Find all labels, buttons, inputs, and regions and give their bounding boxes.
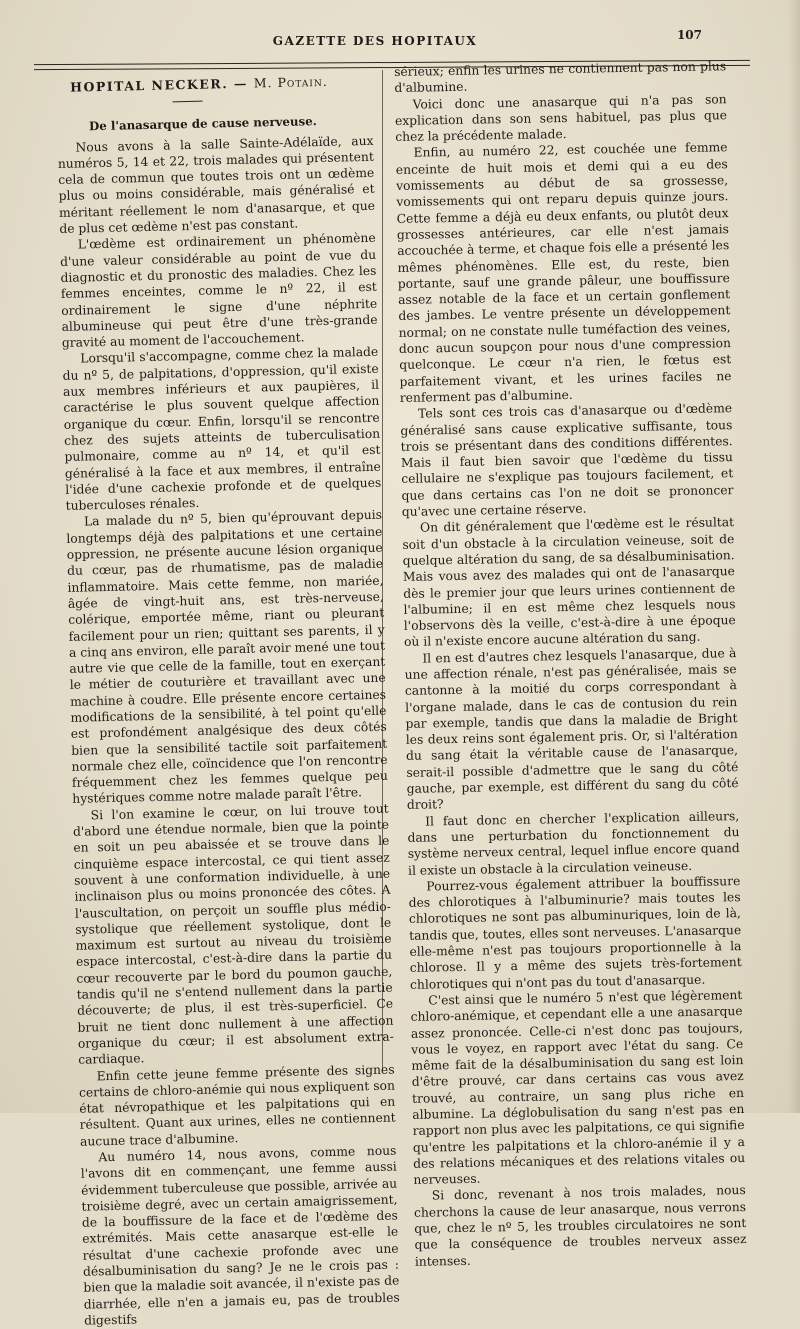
paragraph: Enfin, au numéro 22, est couchée une femme enceinte de huit mois et demi qui a eu des vomissements au début de sa grossesse, vomissements qui ont reparu depuis quinze jours. Cette femme a déjà eu deux enfants, ou plutôt deux grossesses antérieures, car elle n'est jamais accouchée à terme, et chaque fois elle a présenté les mêmes phénomènes. Elle est, du reste, bien portante, sauf une grande pâleur, une bouffissure assez notable de la face et un certain gonflement des jambes. Le ventre présente un développement normal; on ne constate nulle tuméfaction des veines, donc aucun soupçon pour nous d'une compression quelconque. Le cœur n'a rien, le fœtus est parfaitement vivant, et les urines faciles ne renferment pas d'albumine. [395, 140, 732, 405]
paragraph: Si donc, revenant à nos trois malades, nous cherchons la cause de leur anasarque, nous verrons que, chez le nº 5, les troubles circulatoires ne sont que la conséquence de troubles nerveux assez intenses. [413, 1183, 747, 1269]
article-title [70, 73, 372, 96]
journal-title: GAZETTE DES HOPITAUX [272, 34, 478, 48]
page-header [0, 28, 800, 52]
paragraph: La malade du nº 5, bien qu'éprouvant depuis longtemps déjà des palpitations et une certaine oppression, ne présente aucune lésion organique du cœur, pas de rhumatisme, pas de maladie inflammatoire. Mais cette femme, non mariée, âgée de vingt-huit ans, est très-nerveuse, colérique, emportée même, riant ou pleurant facilement pour un rien; quittant ses parents, il y a cinq ans environ, elle paraît avoir mené une tout autre vie que celle de la famille, tout en exerçant le métier de couturière et travaillant avec une machine à coudre. Elle présente encore certaines modifications de la sensibilité, à tel point qu'elle est profondément analgésique des deux côtés bien que la sensibilité tactile soit parfaitement normale chez elle, coïncidence que l'on rencontre fréquemment chez les femmes quelque peu hystériques comme notre malade paraît l'être. [66, 508, 389, 807]
left-column [56, 73, 400, 1329]
paragraph: Il en est d'autres chez lesquels l'anasarque, due à une affection rénale, n'est pas généralisée, mais se cantonne à la moitié du corps correspondant à l'organe malade, dans le cas de contusion du rein par exemple, tandis que dans la maladie de Bright les deux reins sont également pris. Or, si l'altération du sang était la véritable cause de l'anasarque, serait-il possible d'admettre que le sang du côté gauche, par exemple, est différent du sang du côté droit? [404, 645, 739, 813]
title-rule [173, 101, 203, 103]
paragraph: Tels sont ces trois cas d'anasarque ou d'œdème généralisé sans cause explicative suffisante, tous trois se présentant dans des conditions différentes. Mais il faut bien savoir que l'œdème du tissu cellulaire ne s'explique pas toujours facilement, et que dans certains cas l'on ne doit se prononcer qu'avec une certaine réserve. [400, 401, 734, 519]
paragraph: Nous avons à la salle Sainte-Adélaïde, aux numéros 5, 14 et 22, trois malades qui présentent cela de commun que toutes trois ont un œdème plus ou moins considérable, mais généralisé et méritant réellement le nom d'anasarque, et que de plus cet œdème n'est pas constant. [57, 133, 376, 237]
paragraph-continuation: sérieux; enfin les urines ne contiennent pas non plus d'albumine. [394, 59, 727, 96]
paragraph: Voici donc une anasarque qui n'a pas son explication dans son sens habituel, pas plus que chez la précédente malade. [394, 91, 728, 145]
paragraph: Lorsqu'il s'accompagne, comme chez la malade du nº 5, de palpitations, d'oppression, qu'il existe aux membres inférieurs et aux paupières, il caractérise le plus souvent quelque affection organique du cœur. Enfin, lorsqu'il se rencontre chez des sujets atteints de tuberculisation pulmonaire, comme au nº 14, et qu'il est généralisé à la face et aux membres, il entraîne l'idée d'une cachexie profonde et de quelques tuberculoses rénales. [62, 345, 382, 514]
scan-shadow-edge [788, 0, 800, 1113]
paragraph: Enfin cette jeune femme présente des signes certains de chloro-anémie qui nous expliquent son état névropathique et les palpitations qui en résultent. Quant aux urines, elles ne contiennent aucune trace d'albumine. [78, 1062, 396, 1149]
paragraph: Pourrez-vous également attribuer la bouffissure des chlorotiques à l'albuminurie? mais toutes les chlorotiques ne sont pas albuminuriques, loin de là, tandis que, toutes, elles sont nerveuses. L'anasarque elle-même n'est pas toujours proportionnelle à la chlorose. Il y a même des sujets très-fortement chlorotiques qui n'ont pas du tout d'anasarque. [408, 873, 742, 992]
paragraph: Si l'on examine le cœur, on lui trouve tout d'abord une étendue normale, bien que la pointe en soit un peu abaissée et se trouve dans le cinquième espace intercostal, ce qui tient assez souvent à une conformation individuelle, à une inclinaison plus ou moins prononcée des côtes. A l'auscultation, on perçoit un souffle plus médio-systolique que réellement systolique, dont le maximum est surtout au niveau du troisième espace intercostal, c'est-à-dire dans la partie du cœur recouverte par le bord du poumon gauche, tandis qu'il ne s'entend nullement dans la partie découverte; de plus, il est très-superficiel. Ce bruit ne tient donc nullement à une affection organique du cœur; il est absolument extra-cardiaque. [72, 801, 394, 1067]
paragraph: Il faut donc en chercher l'explication ailleurs, dans une perturbation du fonctionnement du système nerveux central, lequel influe encore quand il existe un obstacle à la circulation veineuse. [407, 808, 740, 878]
page-number: 107 [676, 28, 702, 42]
paragraph: On dit généralement que l'œdème est le résultat soit d'un obstacle à la circulation veineuse, soit de quelque altération du sang, de sa désalbuminisation. Mais vous avez des malades qui ont de l'anasarque dès le premier jour que leurs urines contiennent de l'albumine; il en est même chez lesquels nous l'observons dès la veille, c'est-à-dire à une époque où il n'existe encore aucune altération du sang. [402, 515, 736, 650]
paragraph: C'est ainsi que le numéro 5 n'est que légèrement chloro-anémique, et cependant elle a une anasarque assez prononcée. Celle-ci n'est donc pas toujours, vous le voyez, en rapport avec l'état du sang. Ce même fait de la désalbuminisation du sang est loin d'être prouvé, car dans certains cas vous avez trouvé, au contraire, un sang plus riche en albumine. La déglobulisation du sang n'est pas en rapport non plus avec les palpitations, ce qui signifie qu'entre les palpitations et la chloro-anémie il y a des relations mécaniques et des relations vitales ou nerveuses. [410, 987, 746, 1188]
section-title: De l'anasarque de cause nerveuse. [88, 114, 317, 134]
title-dash: — [227, 75, 254, 92]
paragraph: L'œdème est ordinairement un phénomène d'une valeur considérable au point de vue du diagnostic et du pronostic des maladies. Chez les femmes enceintes, comme le nº 22, il est ordinairement le signe d'une néphrite albumineuse qui peut être d'une très-grande gravité au moment de l'accouchement. [59, 231, 378, 351]
right-column [394, 58, 747, 1270]
hospital-name: HOPITAL NECKER. [69, 76, 229, 95]
author-name: M. Potain. [253, 73, 328, 91]
paragraph: Au numéro 14, nous avons, comme nous l'avons dit en commençant, une femme aussi évidemment tuberculeuse que possible, arrivée au troisième degré, avec un certain amaigrissement, de la bouffissure de la face et de l'œdème des extrémités. Mais cette anasarque est-elle le résultat d'une cachexie profonde avec une désalbuminisation du sang? Je ne le crois pas : bien que la maladie soit avancée, il n'existe pas de diarrhée, elle n'en a jamais eu, pas de troubles digestifs [80, 1143, 400, 1328]
